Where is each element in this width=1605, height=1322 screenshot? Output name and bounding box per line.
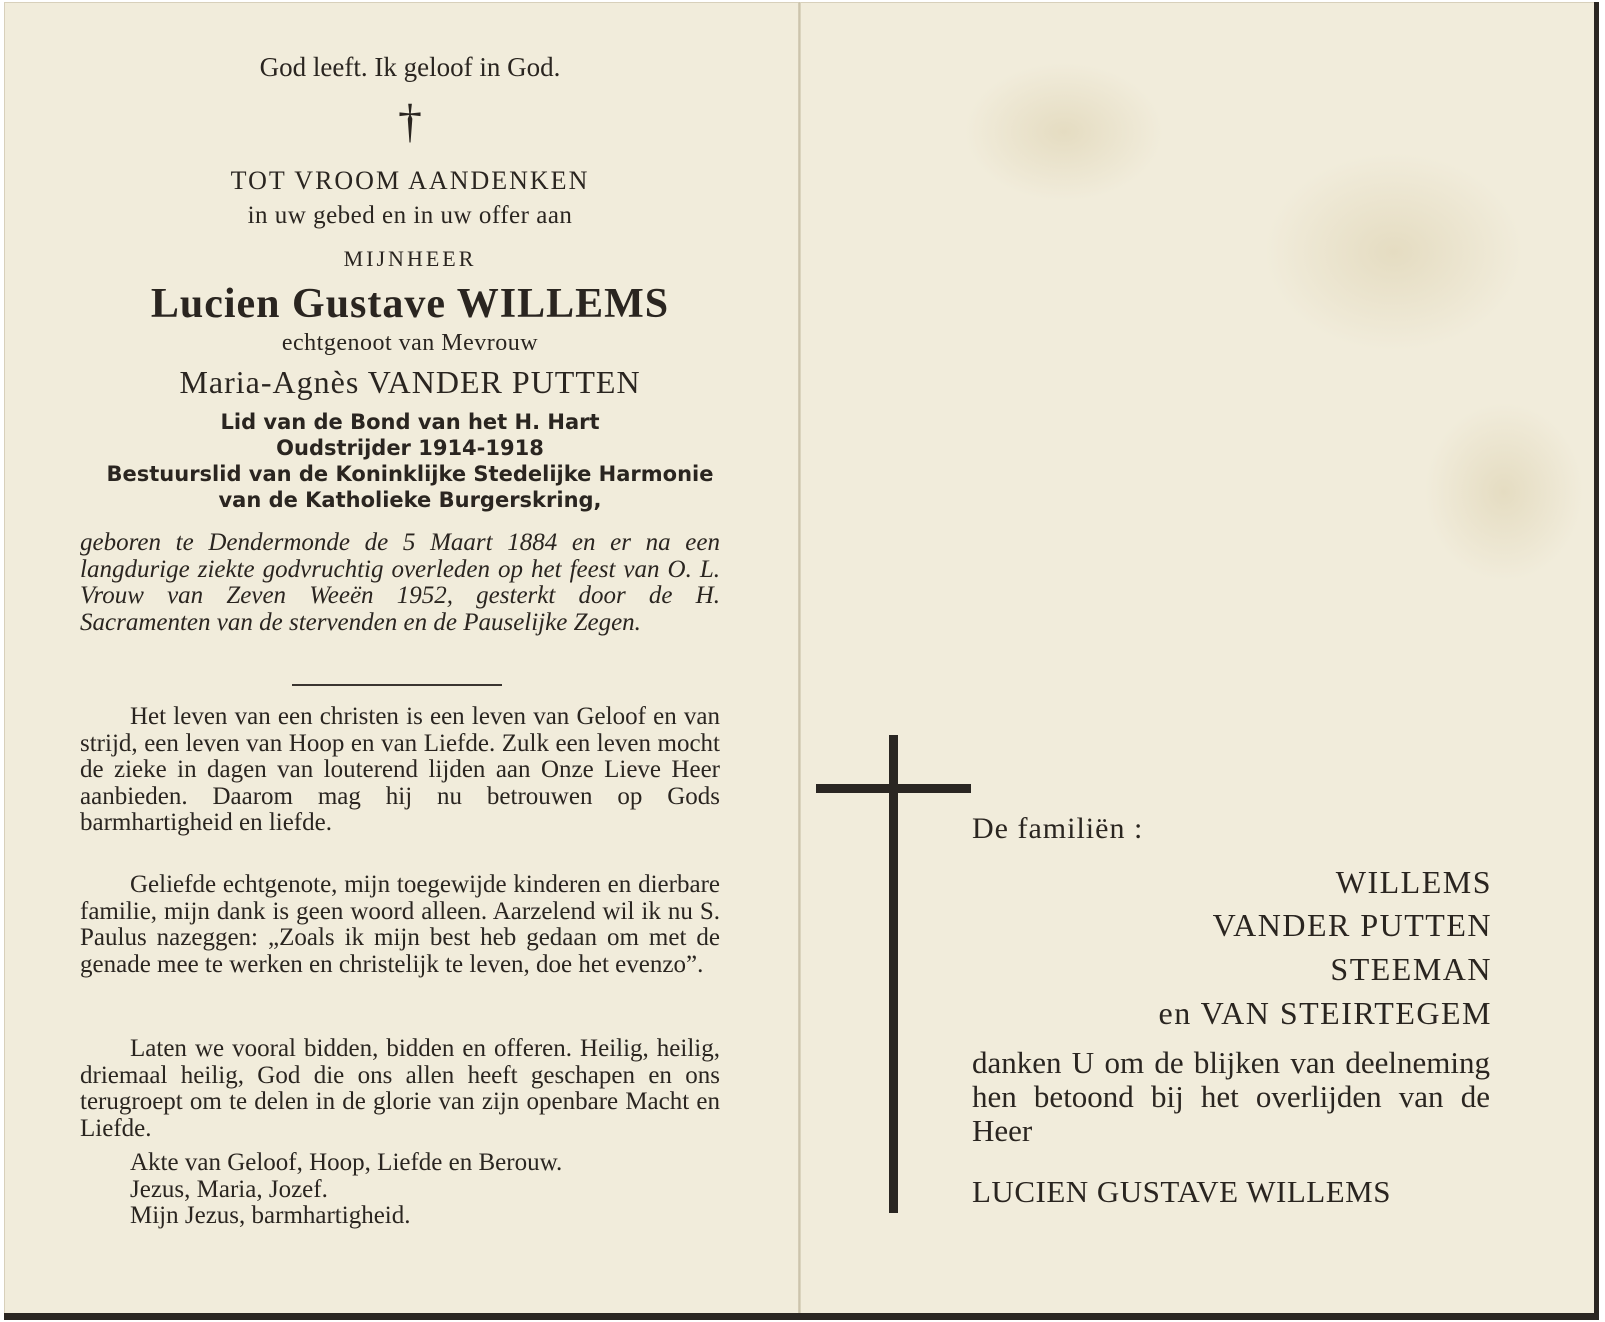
large-cross-icon: [889, 735, 898, 1213]
birth-death-text: geboren te Dendermonde de 5 Maart 1884 en er na een langdurige ziekte godvruchtig overleden op het feest van O. L. Vrouw van Zeven Weeën 1952, gesterkt door de H. Sacramenten van de stervenden en de Pauselijke Zegen.: [80, 529, 720, 636]
card-fold: [798, 2, 801, 1315]
family-name: VANDER PUTTEN: [1212, 907, 1492, 943]
prayers: [130, 1150, 562, 1230]
card-edge-right: [1594, 2, 1599, 1318]
spouse-intro: echtgenoot van Mevrouw: [281, 330, 539, 356]
title-line: Bestuurslid van de Koninklijke Stedelijke Harmonie: [106, 462, 714, 486]
cross-icon: †: [398, 95, 422, 148]
family-name: WILLEMS: [1335, 864, 1492, 900]
prayer-line: Mijn Jezus, barmhartigheid.: [130, 1202, 411, 1229]
title-line: van de Katholieke Burgerskring,: [218, 488, 602, 512]
body-paragraph: Laten we vooral bidden, bidden en offeren. Heilig, heilig, driemaal heilig, God die ons allen heeft geschapen en ons terugroept om te delen in de glorie van zijn openbare Macht en Liefde.: [80, 1035, 720, 1142]
body-paragraph: Geliefde echtgenote, mijn toegewijde kinderen en dierbare familie, mijn dank is geen woord alleen. Aarzelend wil ik nu S. Paulus nazeggen: „Zoals ik mijn best heb gedaan om met de genade mee te werken en christelijk te leven, doe het evenzo”.: [80, 871, 720, 978]
prayer-line: Akte van Geloof, Hoop, Liefde en Berouw.: [130, 1149, 563, 1176]
title-line: Lid van de Bond van het H. Hart: [220, 410, 600, 434]
family-name: en VAN STEIRTEGEM: [1158, 995, 1492, 1031]
spouse-name: Maria-Agnès VANDER PUTTEN: [179, 364, 641, 400]
prayer-line: Jezus, Maria, Jozef.: [130, 1175, 328, 1203]
deceased-name: Lucien Gustave WILLEMS: [150, 281, 670, 327]
title-line: Oudstrijder 1914-1918: [276, 436, 544, 460]
divider: [292, 684, 502, 686]
deceased-name-caps: LUCIEN GUSTAVE WILLEMS: [972, 1174, 1391, 1209]
large-cross-icon-bar: [816, 784, 971, 793]
card-edge-bottom: [4, 1313, 1599, 1320]
subheading: in uw gebed en in uw offer aan: [247, 202, 573, 229]
paper-stain: [1264, 152, 1524, 352]
honorific: MIJNHEER: [343, 246, 477, 271]
thanks-text: danken U om de blijken van deelneming hen betoond bij het overlijden van de Heer: [972, 1045, 1490, 1148]
body-paragraph: Het leven van een christen is een leven van Geloof en van strijd, een leven van Hoop en van Liefde. Zulk een leven mocht de zieke in dagen van louterend lijden aan Onze Lieve Heer aanbieden. Daarom mag hij nu betrouwen op Gods barmhartigheid en liefde.: [80, 703, 720, 836]
families-intro: De familiën :: [972, 812, 1144, 845]
heading: TOT VROOM AANDENKEN: [230, 166, 590, 195]
motto: God leeft. Ik geloof in God.: [259, 52, 561, 82]
family-name: STEEMAN: [1330, 951, 1492, 987]
paper-stain: [964, 62, 1164, 202]
paper-stain: [1424, 402, 1584, 582]
